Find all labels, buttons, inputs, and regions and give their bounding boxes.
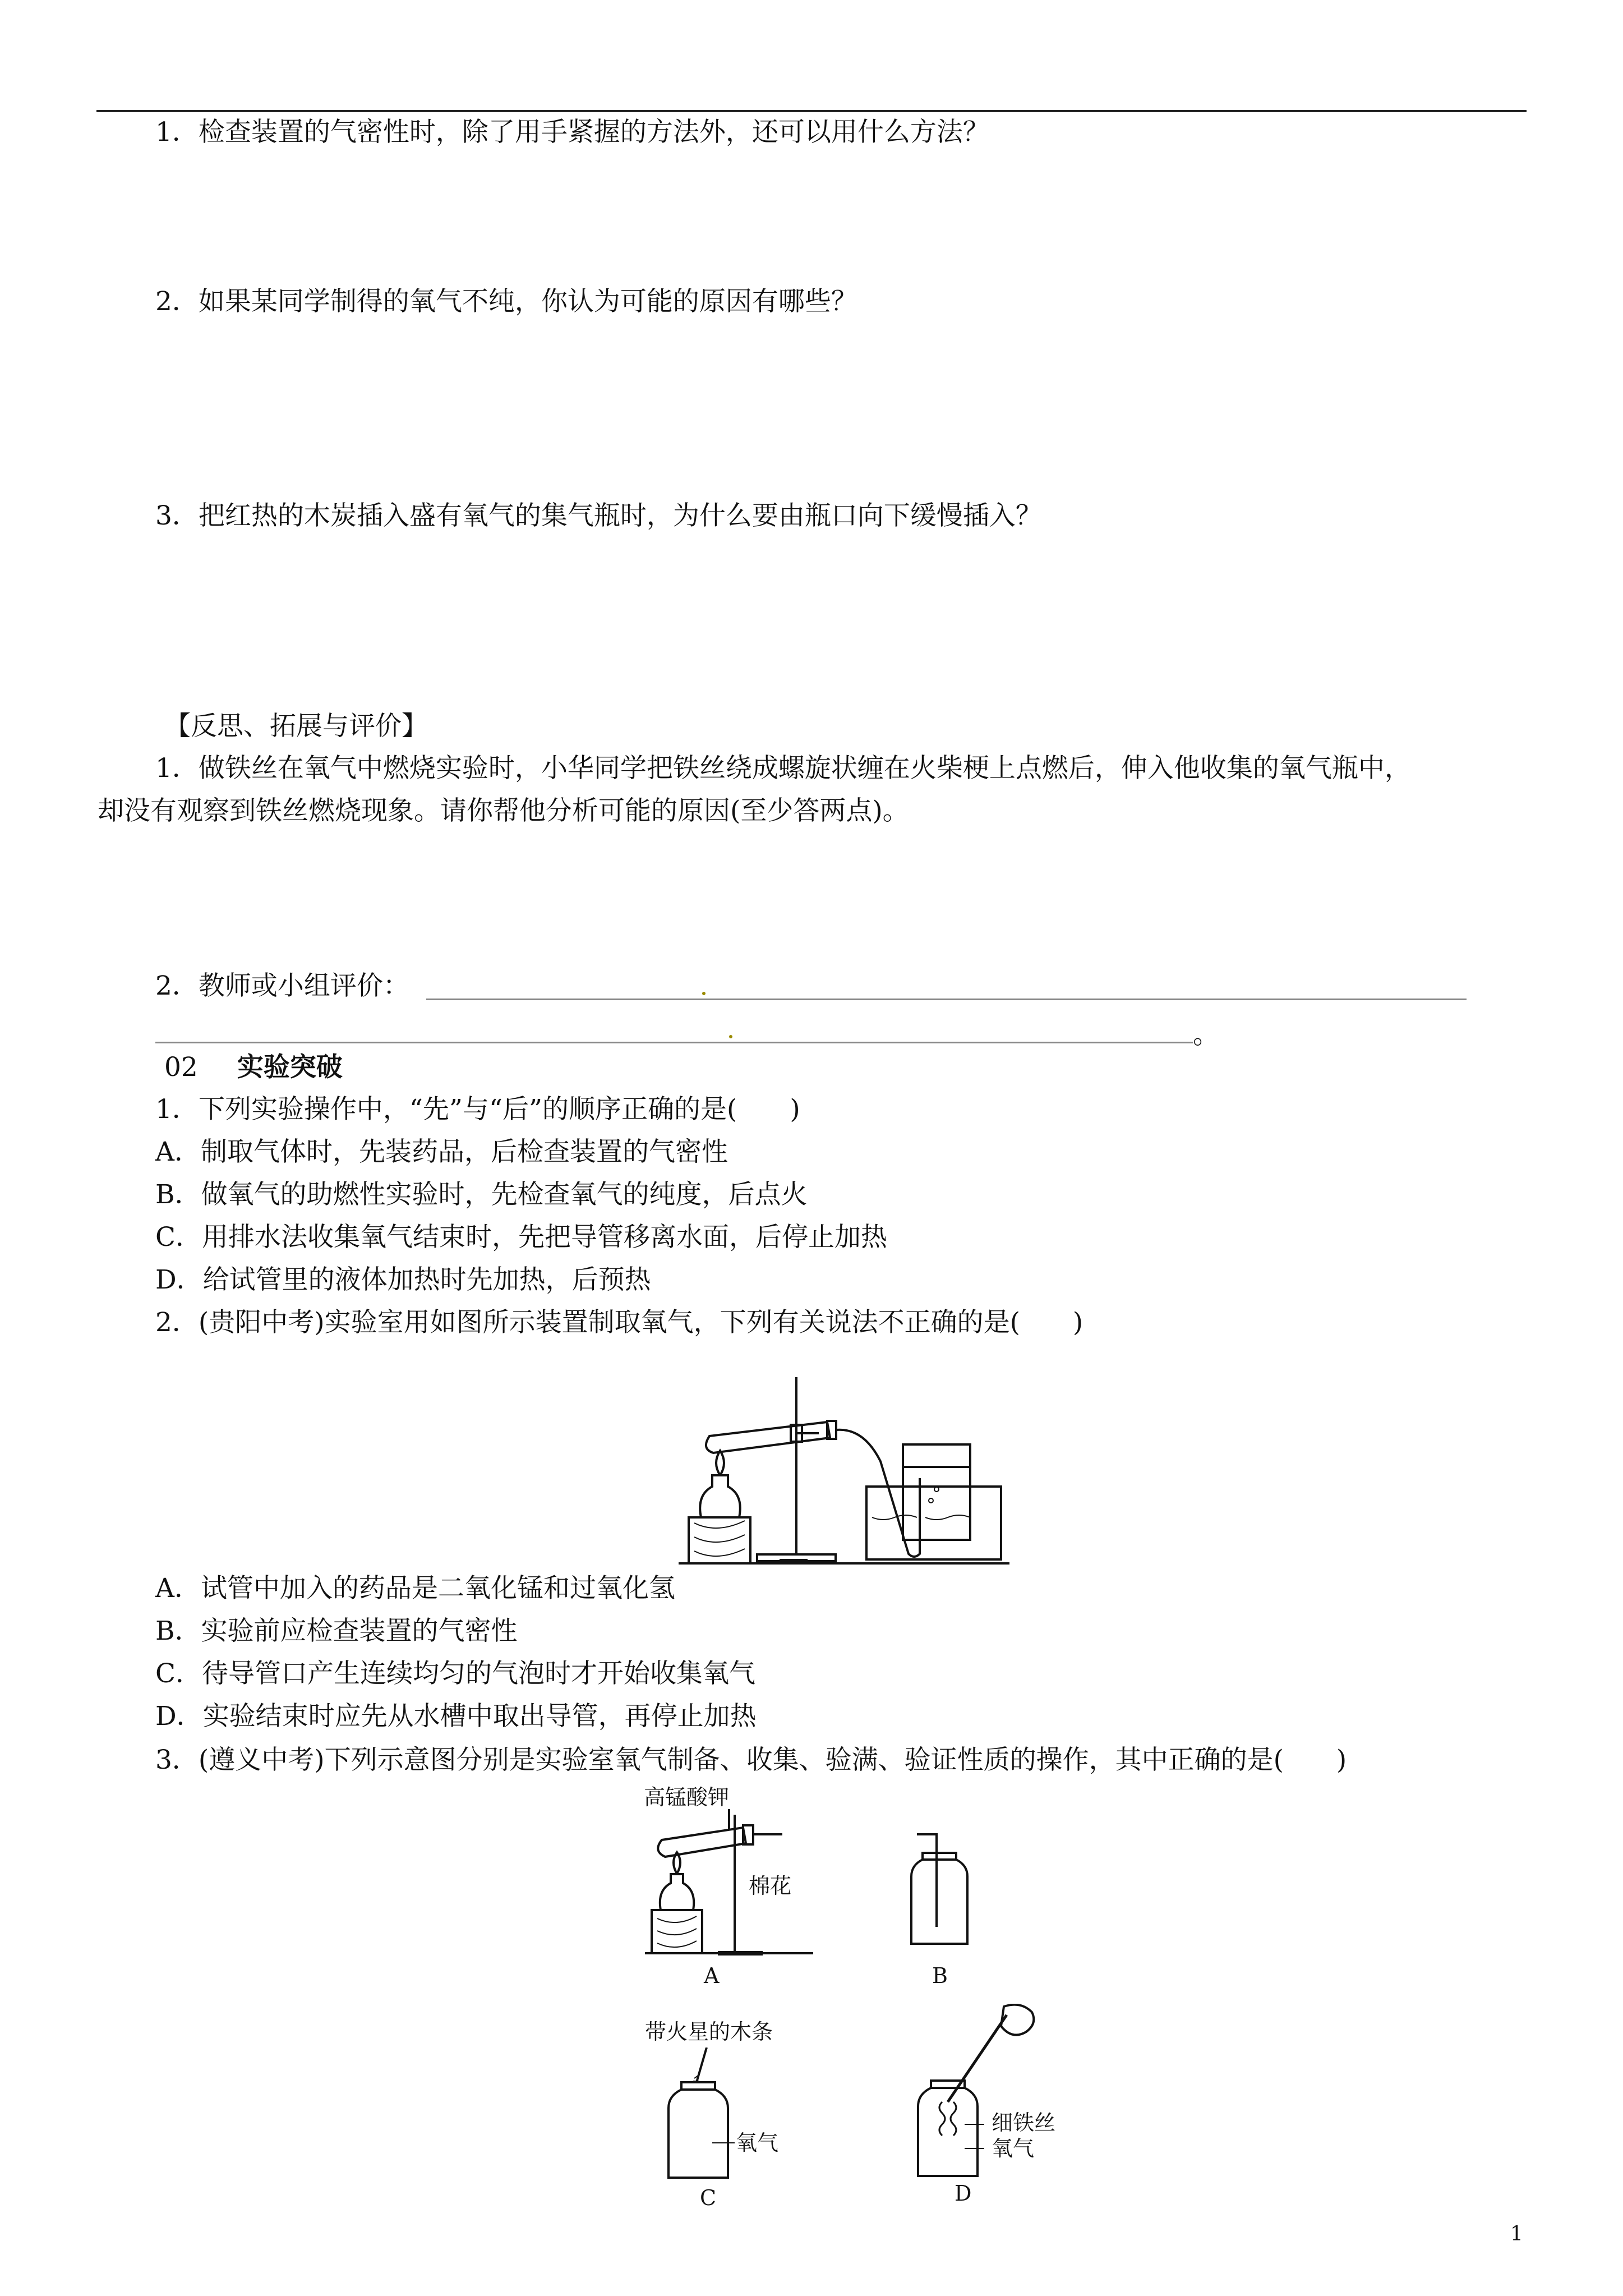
answer-blank-line-1[interactable] xyxy=(426,999,1467,1000)
figure-c-caption: C xyxy=(700,2185,717,2210)
figure-a-label-permanganate: 高锰酸钾 xyxy=(644,1785,730,1810)
figure-a-label-cotton: 棉花 xyxy=(749,1874,792,1898)
reflection-item-1-line-2: 却没有观察到铁丝燃烧现象。请你帮他分析可能的原因(至少答两点)。 xyxy=(98,795,909,826)
section-heading xyxy=(164,1051,343,1084)
exercise-2-option-c: C．待导管口产生连续均匀的气泡时才开始收集氧气 xyxy=(155,1658,755,1689)
exercise-2-option-b: B．实验前应检查装置的气密性 xyxy=(155,1616,518,1646)
exercise-1-option-b: B．做氧气的助燃性实验时，先检查氧气的纯度，后点火 xyxy=(155,1179,808,1210)
header-rule xyxy=(96,110,1527,112)
exercise-1-stem: 1．下列实验操作中，“先”与“后”的顺序正确的是( ) xyxy=(155,1094,800,1125)
page-number: 1 xyxy=(1510,2223,1523,2246)
exercise-1-option-d: D．给试管里的液体加热时先加热，后预热 xyxy=(155,1264,651,1295)
figure-b-diagram xyxy=(906,1832,973,1949)
oxygen-apparatus-figure xyxy=(679,1355,1009,1568)
exercise-2-option-d: D．实验结束时应先从水槽中取出导管，再停止加热 xyxy=(155,1701,757,1732)
figure-a-caption: A xyxy=(704,1963,720,1988)
dot-mark xyxy=(729,1035,732,1038)
figure-d-caption: D xyxy=(955,2181,972,2206)
exercise-1-option-a: A．制取气体时，先装药品，后检查装置的气密性 xyxy=(155,1137,728,1167)
figure-c-label-oxygen: 氧气 xyxy=(736,2131,779,2155)
exercise-1-option-c: C．用排水法收集氧气结束时，先把导管移离水面，后停止加热 xyxy=(155,1222,887,1253)
dot-mark xyxy=(702,992,706,995)
exercise-3-stem: 3．(遵义中考)下列示意图分别是实验室氧气制备、收集、验满、验证性质的操作，其中正确的是( ) xyxy=(155,1745,1347,1775)
section-number: 02 xyxy=(164,1052,198,1083)
question-1: 1．检查装置的气密性时，除了用手紧握的方法外，还可以用什么方法？ xyxy=(155,117,989,148)
section-title: 实验突破 xyxy=(237,1052,343,1083)
exercise-2-option-a: A．试管中加入的药品是二氧化锰和过氧化氢 xyxy=(155,1573,675,1604)
figure-d-label-oxygen: 氧气 xyxy=(992,2136,1035,2161)
exercise-2-stem: 2．(贵阳中考)实验室用如图所示装置制取氧气，下列有关说法不正确的是( ) xyxy=(155,1307,1083,1338)
figure-c-label-splint: 带火星的木条 xyxy=(645,2019,773,2044)
figure-b-caption: B xyxy=(932,1963,948,1988)
reflection-item-2-label: 2．教师或小组评价： xyxy=(155,970,409,1001)
figure-c-diagram xyxy=(662,2047,735,2182)
question-2: 2．如果某同学制得的氧气不纯，你认为可能的原因有哪些？ xyxy=(155,286,857,317)
reflection-item-1-line-1: 1．做铁丝在氧气中燃烧实验时，小华同学把铁丝绕成螺旋状缠在火柴梗上点燃后，伸入他收集的氧气瓶中， xyxy=(155,753,1411,784)
figure-d-label-wire: 细铁丝 xyxy=(992,2110,1056,2135)
reflection-heading: 【反思、拓展与评价】 xyxy=(164,711,428,742)
question-3: 3．把红热的木炭插入盛有氧气的集气瓶时，为什么要由瓶口向下缓慢插入？ xyxy=(155,500,1042,531)
answer-blank-line-2[interactable] xyxy=(155,1042,1193,1043)
period-mark: 。 xyxy=(1193,1019,1219,1050)
